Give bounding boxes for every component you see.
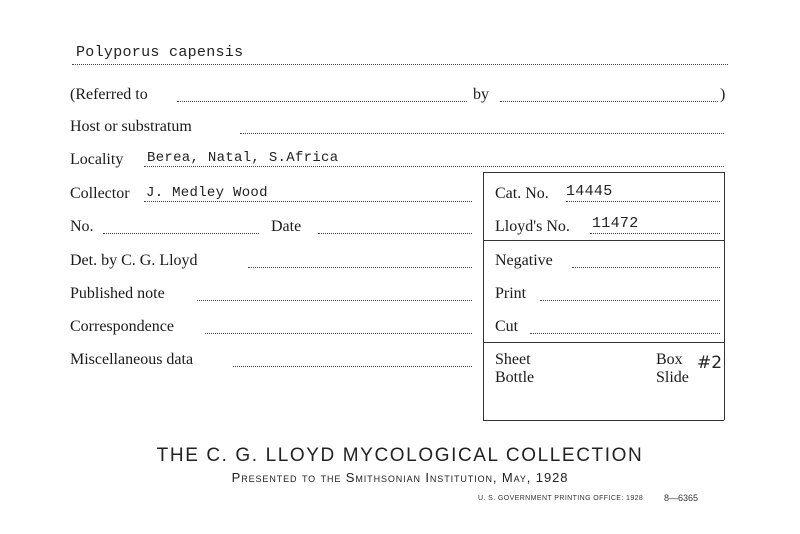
box-number: #2 xyxy=(697,353,723,373)
collector-label: Collector xyxy=(70,185,130,202)
referred-close: ) xyxy=(720,86,726,103)
slide-label: Slide xyxy=(656,369,689,386)
host-line xyxy=(240,133,724,134)
misc-line xyxy=(233,366,472,367)
print-label: Print xyxy=(495,285,527,302)
date-line xyxy=(318,233,472,234)
no-label: No. xyxy=(70,218,94,235)
sheet-label: Sheet xyxy=(495,351,531,368)
date-label: Date xyxy=(271,218,302,235)
locality-line xyxy=(144,166,724,167)
box-divider-2 xyxy=(483,342,724,343)
bottle-label: Bottle xyxy=(495,369,535,386)
correspondence-line xyxy=(205,333,472,334)
collector-line xyxy=(144,201,472,202)
lloyd-value: 11472 xyxy=(592,215,639,232)
box-label: Box xyxy=(656,351,683,368)
referred-to-label: (Referred to xyxy=(70,86,148,103)
box-right-border xyxy=(724,172,725,420)
lloyd-label: Lloyd's No. xyxy=(495,218,570,235)
host-label: Host or substratum xyxy=(70,118,192,135)
locality-label: Locality xyxy=(70,151,124,168)
negative-line xyxy=(572,267,720,268)
cat-line xyxy=(566,201,720,202)
misc-label: Miscellaneous data xyxy=(70,351,194,368)
negative-label: Negative xyxy=(495,252,553,269)
locality-value: Berea, Natal, S.Africa xyxy=(147,150,339,166)
cut-line xyxy=(530,333,720,334)
published-label: Published note xyxy=(70,285,165,302)
collection-title: THE C. G. LLOYD MYCOLOGICAL COLLECTION xyxy=(156,445,644,466)
box-bottom-border xyxy=(483,420,724,421)
box-top-border xyxy=(483,172,724,173)
referred-by-label: by xyxy=(473,86,489,103)
box-left-border xyxy=(483,172,484,420)
species-line xyxy=(72,64,728,65)
collection-subtitle: Presented to the Smithsonian Institution, May, 1928 xyxy=(231,470,569,485)
form-number: 8—6365 xyxy=(664,493,699,503)
det-line xyxy=(248,267,472,268)
species-name: Polyporus capensis xyxy=(76,44,244,61)
cat-value: 14445 xyxy=(566,183,613,200)
no-line xyxy=(103,233,259,234)
printing-office: U. S. GOVERNMENT PRINTING OFFICE: 1928 xyxy=(478,495,644,502)
cat-label: Cat. No. xyxy=(495,185,549,202)
referred-to-line xyxy=(177,101,467,102)
published-line xyxy=(197,300,472,301)
det-label: Det. by C. G. Lloyd xyxy=(70,252,198,269)
cut-label: Cut xyxy=(495,318,519,335)
referred-by-line xyxy=(500,101,718,102)
box-divider-1 xyxy=(483,240,724,241)
collector-value: J. Medley Wood xyxy=(146,185,268,201)
print-line xyxy=(540,300,720,301)
lloyd-line xyxy=(590,233,720,234)
correspondence-label: Correspondence xyxy=(70,318,174,335)
